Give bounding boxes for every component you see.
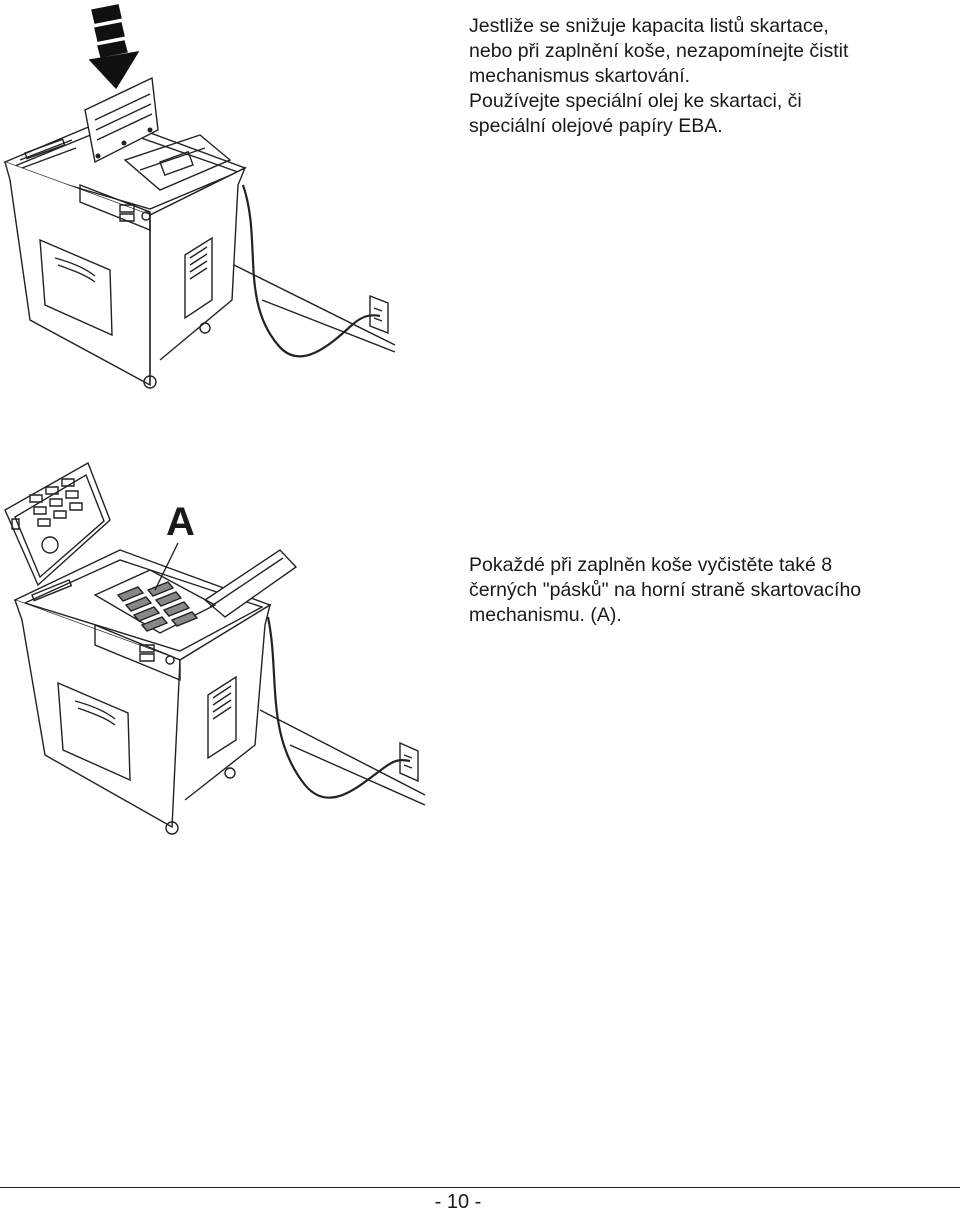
power-cord: [268, 617, 410, 798]
wall-socket-icon: [400, 743, 418, 781]
text-line: černých "pásků" na horní straně skartovacího: [469, 579, 862, 601]
page-number: - 10 -: [434, 1191, 482, 1213]
instruction-text-oil: [469, 14, 848, 139]
power-cord: [243, 185, 380, 356]
shredder-strips-illustration: [0, 455, 430, 845]
shredder-oil-paper-illustration: [0, 0, 400, 395]
text-line: mechanismus skartování.: [469, 65, 691, 87]
text-line: Používejte speciální olej ke skartaci, či: [469, 90, 802, 112]
footer-divider: [0, 1187, 960, 1188]
text-line: Pokaždé při zaplněn koše vyčistěte také 8: [469, 554, 833, 576]
text-line: Jestliže se snižuje kapacita listů skartace,: [469, 15, 829, 37]
text-line: nebo při zaplnění koše, nezapomínejte čistit: [469, 40, 849, 62]
instruction-text-strips: [469, 553, 861, 628]
text-line: speciální olejové papíry EBA.: [469, 115, 723, 137]
insert-arrow-icon: [90, 5, 138, 88]
callout-label-a: A: [166, 500, 195, 544]
text-line: mechanismu. (A).: [469, 604, 622, 626]
